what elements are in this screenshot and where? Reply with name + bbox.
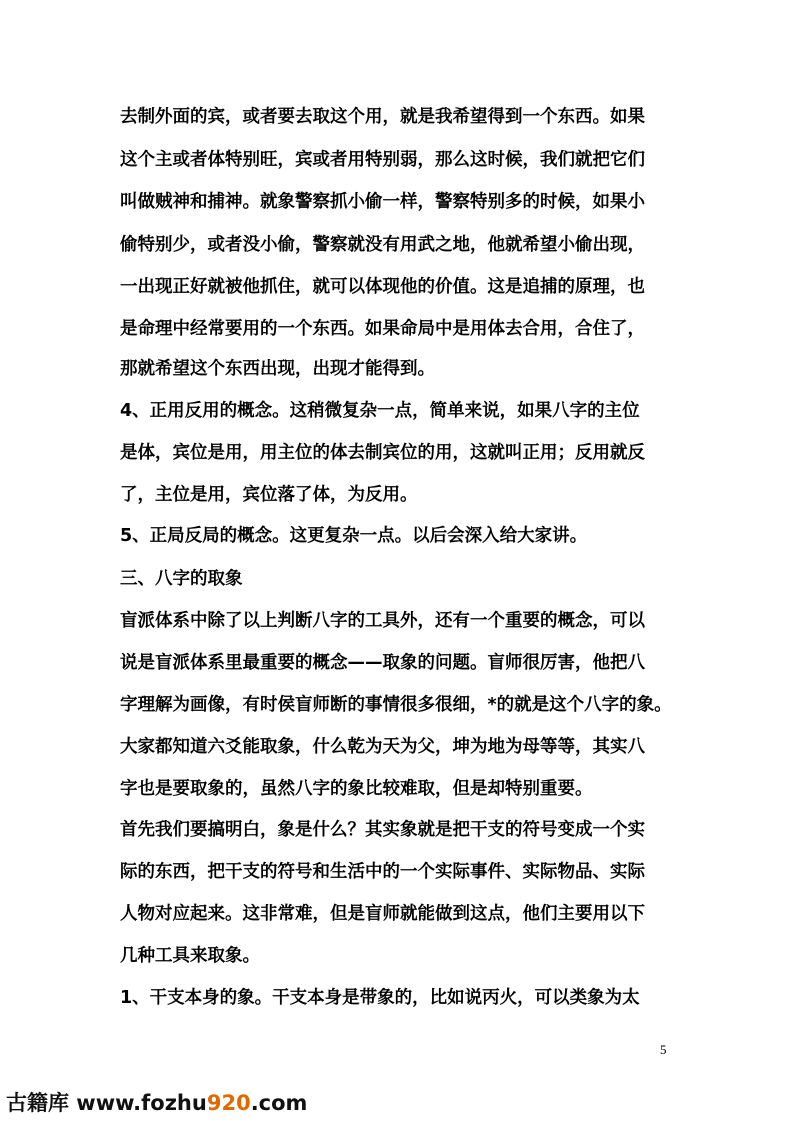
watermark-prefix: 古籍库 www.fozhu: [6, 1091, 207, 1115]
text-line: 4、正用反用的概念。这稍微复杂一点，简单来说，如果八字的主位: [120, 401, 640, 421]
text-line: 盲派体系中除了以上判断八字的工具外，还有一个重要的概念，可以: [120, 611, 645, 631]
text-line: 是命理中经常要用的一个东西。如果命局中是用体去合用，合住了，: [120, 319, 645, 339]
text-line: 一出现正好就被他抓住，就可以体现他的价值。这是追捕的原理，也: [120, 277, 645, 297]
text-line: 说是盲派体系里最重要的概念——取象的问题。盲师很厉害，他把八: [120, 653, 645, 673]
text-line: 这个主或者体特别旺，宾或者用特别弱，那么这时候，我们就把它们: [120, 150, 645, 170]
text-line: 1、干支本身的象。干支本身是带象的，比如说丙火，可以类象为太: [120, 988, 640, 1008]
text-line: 几种工具来取象。: [120, 946, 260, 966]
text-line: 去制外面的宾，或者要去取这个用，就是我希望得到一个东西。如果: [120, 107, 645, 127]
text-line: 字也是要取象的，虽然八字的象比较难取，但是却特别重要。: [120, 779, 593, 799]
page-number: 5: [660, 1042, 667, 1057]
text-line: 那就希望这个东西出现，出现才能得到。: [120, 359, 435, 379]
text-line: 5、正局反局的概念。这更复杂一点。以后会深入给大家讲。: [120, 526, 588, 546]
text-line: 首先我们要搞明白，象是什么？其实象就是把干支的符号变成一个实: [120, 820, 645, 840]
text-line: 人物对应起来。这非常难，但是盲师就能做到这点，他们主要用以下: [120, 904, 645, 924]
text-line: 了，主位是用，宾位落了体，为反用。: [120, 485, 418, 505]
text-line: 字理解为画像，有时侯盲师断的事情很多很细，*的就是这个八字的象。: [120, 695, 672, 715]
text-line: 大家都知道六爻能取象，什么乾为天为父，坤为地为母等等，其实八: [120, 737, 645, 757]
watermark-suffix: .com: [250, 1091, 308, 1115]
text-line: 际的东西，把干支的符号和生活中的一个实际事件、实际物品、实际: [120, 862, 645, 882]
section-heading: 三、八字的取象: [120, 569, 243, 589]
site-watermark: [6, 1087, 307, 1117]
text-line: 叫做贼神和捕神。就象警察抓小偷一样，警察特别多的时候，如果小: [120, 192, 645, 212]
text-line: 是体，宾位是用，用主位的体去制宾位的用，这就叫正用；反用就反: [120, 443, 645, 463]
text-line: 偷特别少，或者没小偷，警察就没有用武之地，他就希望小偷出现，: [120, 235, 645, 255]
watermark-number: 920: [206, 1091, 251, 1115]
